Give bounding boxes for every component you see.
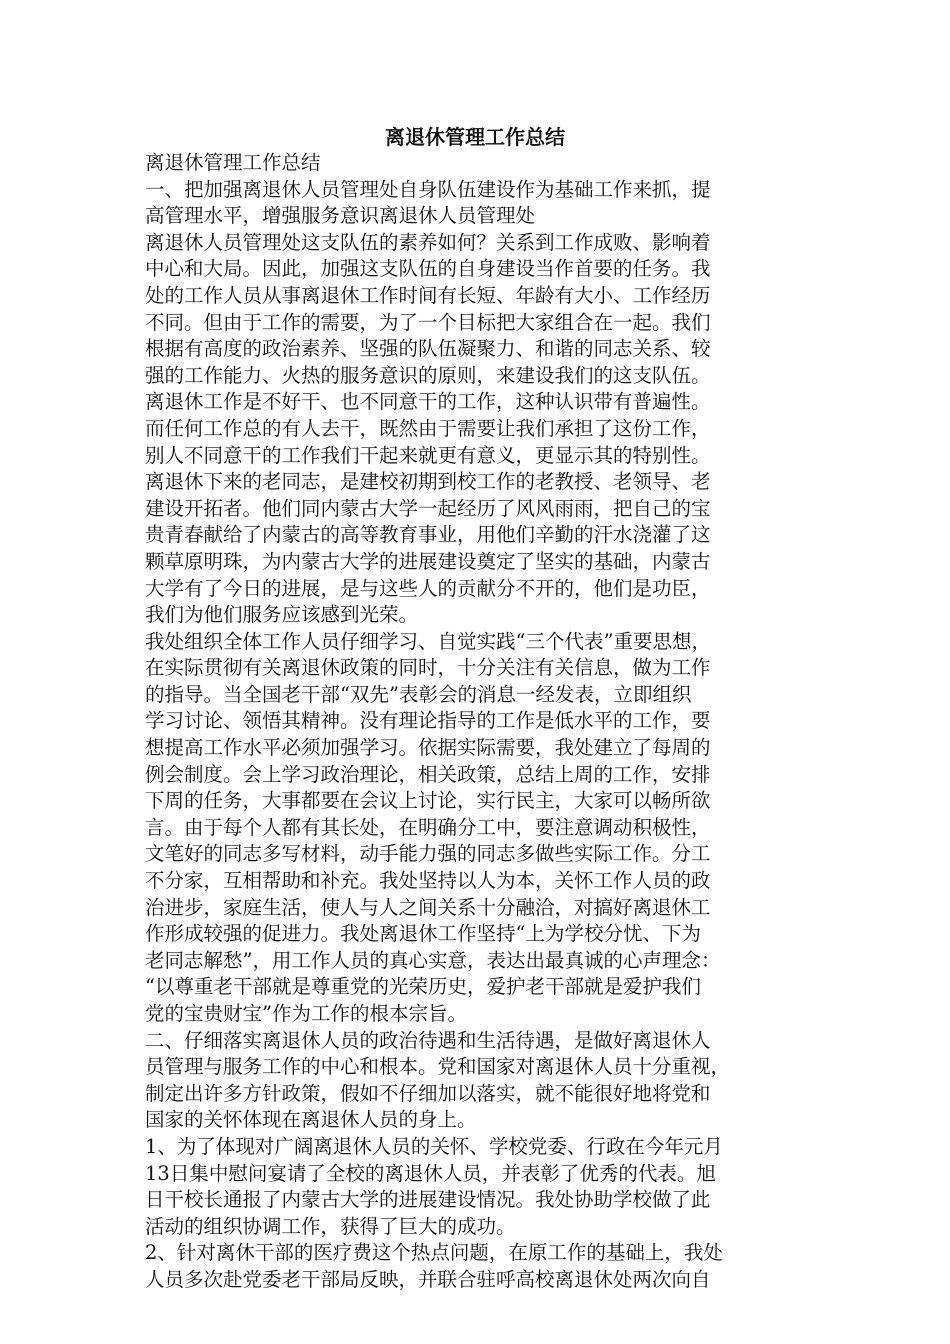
text-line: 的指导。当全国老干部“双先”表彰会的消息一经发表，立即组织 xyxy=(145,682,691,706)
text-line: 2、针对离休干部的医疗费这个热点问题，在原工作的基础上，我处 xyxy=(145,1241,723,1265)
text-line: 例会制度。会上学习政治理论，相关政策，总结上周的工作，安排 xyxy=(145,762,711,786)
text-line: 离退休人员管理处这支队伍的素养如何？关系到工作成败、影响着 xyxy=(145,230,711,254)
text-line: 想提高工作水平必须加强学习。依据实际需要，我处建立了每周的 xyxy=(145,736,711,760)
text-line: 离退休下来的老同志，是建校初期到校工作的老教授、老领导、老 xyxy=(145,470,711,494)
text-line: 国家的关怀体现在离退休人员的身上。 xyxy=(145,1108,477,1132)
text-line: 在实际贯彻有关离退休政策的同时，十分关注有关信息，做为工作 xyxy=(145,656,711,680)
text-line: 高管理水平，增强服务意识离退休人员管理处 xyxy=(145,204,535,228)
text-line: 治进步，家庭生活，使人与人之间关系十分融洽，对搞好离退休工 xyxy=(145,895,711,919)
text-line: 员管理与服务工作的中心和根本。党和国家对离退休人员十分重视， xyxy=(145,1055,730,1079)
text-line: 我处组织全体工作人员仔细学习、自觉实践“三个代表”重要思想， xyxy=(145,629,711,653)
text-line: 离退休管理工作总结 xyxy=(145,151,321,174)
text-line: 1、为了体现对广阔离退休人员的关怀、学校党委、行政在今年元月 xyxy=(145,1134,723,1158)
text-line: 活动的组织协调工作，获得了巨大的成功。 xyxy=(145,1214,516,1238)
text-line: 党的宝贵财宝”作为工作的根本宗旨。 xyxy=(145,1002,467,1025)
text-line: 处的工作人员从事离退休工作时间有长短、年龄有大小、工作经历 xyxy=(145,283,711,307)
text-line: 文笔好的同志多写材料，动手能力强的同志多做些实际工作。分工 xyxy=(145,842,711,866)
text-line: 13日集中慰问宴请了全校的离退休人员，并表彰了优秀的代表。旭 xyxy=(145,1161,716,1185)
text-line: 制定出许多方针政策，假如不仔细加以落实，就不能很好地将党和 xyxy=(145,1081,711,1105)
text-line: 老同志解愁”，用工作人员的真心实意，表达出最真诚的心声理念： xyxy=(145,948,720,972)
text-line: 根据有高度的政治素养、坚强的队伍凝聚力、和谐的同志关系、较 xyxy=(145,337,711,361)
text-line: 言。由于每个人都有其长处，在明确分工中，要注意调动积极性， xyxy=(145,815,711,839)
text-line: 而任何工作总的有人去干，既然由于需要让我们承担了这份工作， xyxy=(145,416,711,440)
text-line: 离退休工作是不好干、也不同意干的工作，这种认识带有普遍性。 xyxy=(145,390,711,414)
text-line: 大学有了今日的进展，是与这些人的贡献分不开的，他们是功臣， xyxy=(145,576,711,600)
text-line: 中心和大局。因此，加强这支队伍的自身建设当作首要的任务。我 xyxy=(145,257,711,281)
text-line: 别人不同意干的工作我们干起来就更有意义，更显示其的特别性。 xyxy=(145,443,711,467)
document-body xyxy=(145,150,805,1294)
text-line: 强的工作能力、火热的服务意识的原则，来建设我们的这支队伍。 xyxy=(145,363,711,387)
text-line: 我们为他们服务应该感到光荣。 xyxy=(145,603,418,627)
text-line: 建设开拓者。他们同内蒙古大学一起经历了风风雨雨，把自己的宝 xyxy=(145,496,711,520)
text-line: 二、仔细落实离退休人员的政治待遇和生活待遇，是做好离退休人 xyxy=(145,1028,711,1052)
text-line: 不同。但由于工作的需要，为了一个目标把大家组合在一起。我们 xyxy=(145,310,711,334)
text-line: 下周的任务，大事都要在会议上讨论，实行民主，大家可以畅所欲 xyxy=(145,789,711,813)
text-line: 学习讨论、领悟其精神。没有理论指导的工作是低水平的工作，要 xyxy=(145,709,711,733)
text-line: 不分家，互相帮助和补充。我处坚持以人为本，关怀工作人员的政 xyxy=(145,869,711,893)
text-line: 贵青春献给了内蒙古的高等教育事业，用他们辛勤的汗水浇灌了这 xyxy=(145,523,711,547)
text-line: 一、把加强离退休人员管理处自身队伍建设作为基础工作来抓，提 xyxy=(145,177,711,201)
text-line: “以尊重老干部就是尊重党的光荣历史，爱护老干部就是爱护我们 xyxy=(145,975,701,999)
text-line: 作形成较强的促进力。我处离退休工作坚持“上为学校分忧、下为 xyxy=(145,922,701,946)
text-line: 颗草原明珠，为内蒙古大学的进展建设奠定了坚实的基础，内蒙古 xyxy=(145,549,711,573)
text-line: 人员多次赴党委老干部局反映，并联合驻呼高校离退休处两次向自 xyxy=(145,1267,711,1291)
document-title: 离退休管理工作总结 xyxy=(385,125,565,149)
text-line: 日干校长通报了内蒙古大学的进展建设情况。我处协助学校做了此 xyxy=(145,1188,711,1212)
